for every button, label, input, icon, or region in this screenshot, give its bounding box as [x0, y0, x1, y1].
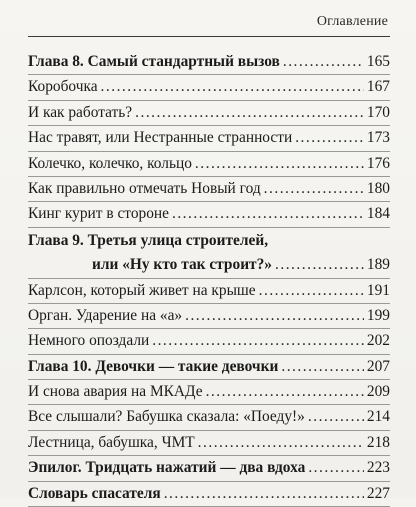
- dot-leader: [283, 54, 364, 69]
- dot-leader: [206, 384, 364, 399]
- dot-leader: [295, 130, 364, 145]
- running-head: Оглавление: [316, 14, 388, 29]
- toc-entry[interactable]: [28, 329, 390, 354]
- toc-entry-title: Немного опоздали: [28, 332, 150, 350]
- toc-entry-title: Словарь спасателя: [28, 484, 161, 502]
- toc-entry-title: Эпилог. Тридцать нажатий — два вдоха: [28, 459, 306, 477]
- toc-entry-page-number: 199: [366, 306, 390, 324]
- toc-entry[interactable]: [28, 380, 390, 405]
- toc-entry-page-number: 209: [366, 383, 390, 401]
- toc-entry-title: Все слышали? Бабушка сказала: «Поеду!»: [28, 408, 305, 426]
- toc-entry-title: Нас травят, или Нестранные странности: [28, 129, 293, 147]
- dot-leader: [195, 156, 364, 171]
- toc-entry[interactable]: [28, 202, 390, 227]
- dot-leader: [281, 359, 364, 374]
- dot-leader: [164, 486, 364, 501]
- toc-entry-page-number: 191: [366, 281, 390, 299]
- toc-entry[interactable]: [28, 152, 390, 177]
- table-of-contents: [28, 50, 390, 507]
- toc-entry-title: Кинг курит в стороне: [28, 205, 169, 223]
- toc-entry-page-number: 176: [366, 154, 390, 172]
- toc-entry[interactable]: [28, 431, 390, 456]
- dot-leader: [198, 435, 364, 450]
- toc-entry-title: И снова авария на МКАДе: [28, 383, 203, 401]
- dot-leader: [264, 181, 364, 196]
- toc-entry[interactable]: [28, 279, 390, 304]
- toc-entry-title: или «Ну кто так строит?»: [92, 256, 273, 274]
- dot-leader: [308, 409, 364, 424]
- dot-leader: [101, 79, 364, 94]
- toc-entry-page-number: 184: [366, 205, 390, 223]
- toc-entry[interactable]: [28, 50, 390, 75]
- toc-entry[interactable]: [28, 456, 390, 481]
- toc-entry[interactable]: [28, 177, 390, 202]
- toc-entry-title: И как работать?: [28, 103, 133, 121]
- dot-leader: [259, 283, 364, 298]
- toc-entry-page-number: 189: [366, 256, 390, 274]
- toc-entry-page-number: 202: [366, 332, 390, 350]
- toc-entry[interactable]: [28, 126, 390, 151]
- dot-leader: [308, 460, 364, 475]
- toc-entry-title: Как правильно отмечать Новый год: [28, 179, 261, 197]
- toc-entry-page-number: 173: [366, 129, 390, 147]
- toc-entry-page-number: 218: [366, 433, 390, 451]
- dot-leader: [135, 105, 364, 120]
- toc-entry[interactable]: [28, 75, 390, 100]
- toc-entry[interactable]: [28, 405, 390, 430]
- toc-entry-page-number: 214: [366, 408, 390, 426]
- toc-entry[interactable]: [28, 228, 390, 253]
- toc-entry-page-number: 167: [366, 78, 390, 96]
- toc-entry-page-number: 170: [366, 103, 390, 121]
- toc-entry-title: Орган. Ударение на «а»: [28, 306, 183, 324]
- toc-entry-page-number: 227: [366, 484, 390, 502]
- dot-leader: [152, 333, 364, 348]
- toc-entry[interactable]: [28, 304, 390, 329]
- toc-entry[interactable]: [28, 253, 390, 278]
- toc-entry-title: Карлсон, который живет на крыше: [28, 281, 256, 299]
- toc-entry[interactable]: [28, 355, 390, 380]
- toc-entry[interactable]: [28, 482, 390, 507]
- toc-entry-title: Коробочка: [28, 78, 98, 96]
- toc-entry-title: Лестница, бабушка, ЧМТ: [28, 433, 195, 451]
- toc-entry-page-number: 223: [366, 459, 390, 477]
- toc-entry-page-number: 207: [366, 357, 390, 375]
- header-rule: [28, 36, 390, 37]
- toc-entry[interactable]: [28, 101, 390, 126]
- dot-leader: [185, 308, 364, 323]
- toc-entry-title: Глава 10. Девочки — такие девочки: [28, 357, 279, 375]
- dot-leader: [172, 206, 364, 221]
- toc-entry-title: Колечко, колечко, кольцо: [28, 154, 192, 172]
- toc-entry-page-number: 165: [366, 52, 390, 70]
- dot-leader: [275, 257, 364, 272]
- toc-entry-title: Глава 9. Третья улица строителей,: [28, 231, 269, 249]
- toc-entry-title: Глава 8. Самый стандартный вызов: [28, 52, 280, 70]
- toc-entry-page-number: 180: [366, 179, 390, 197]
